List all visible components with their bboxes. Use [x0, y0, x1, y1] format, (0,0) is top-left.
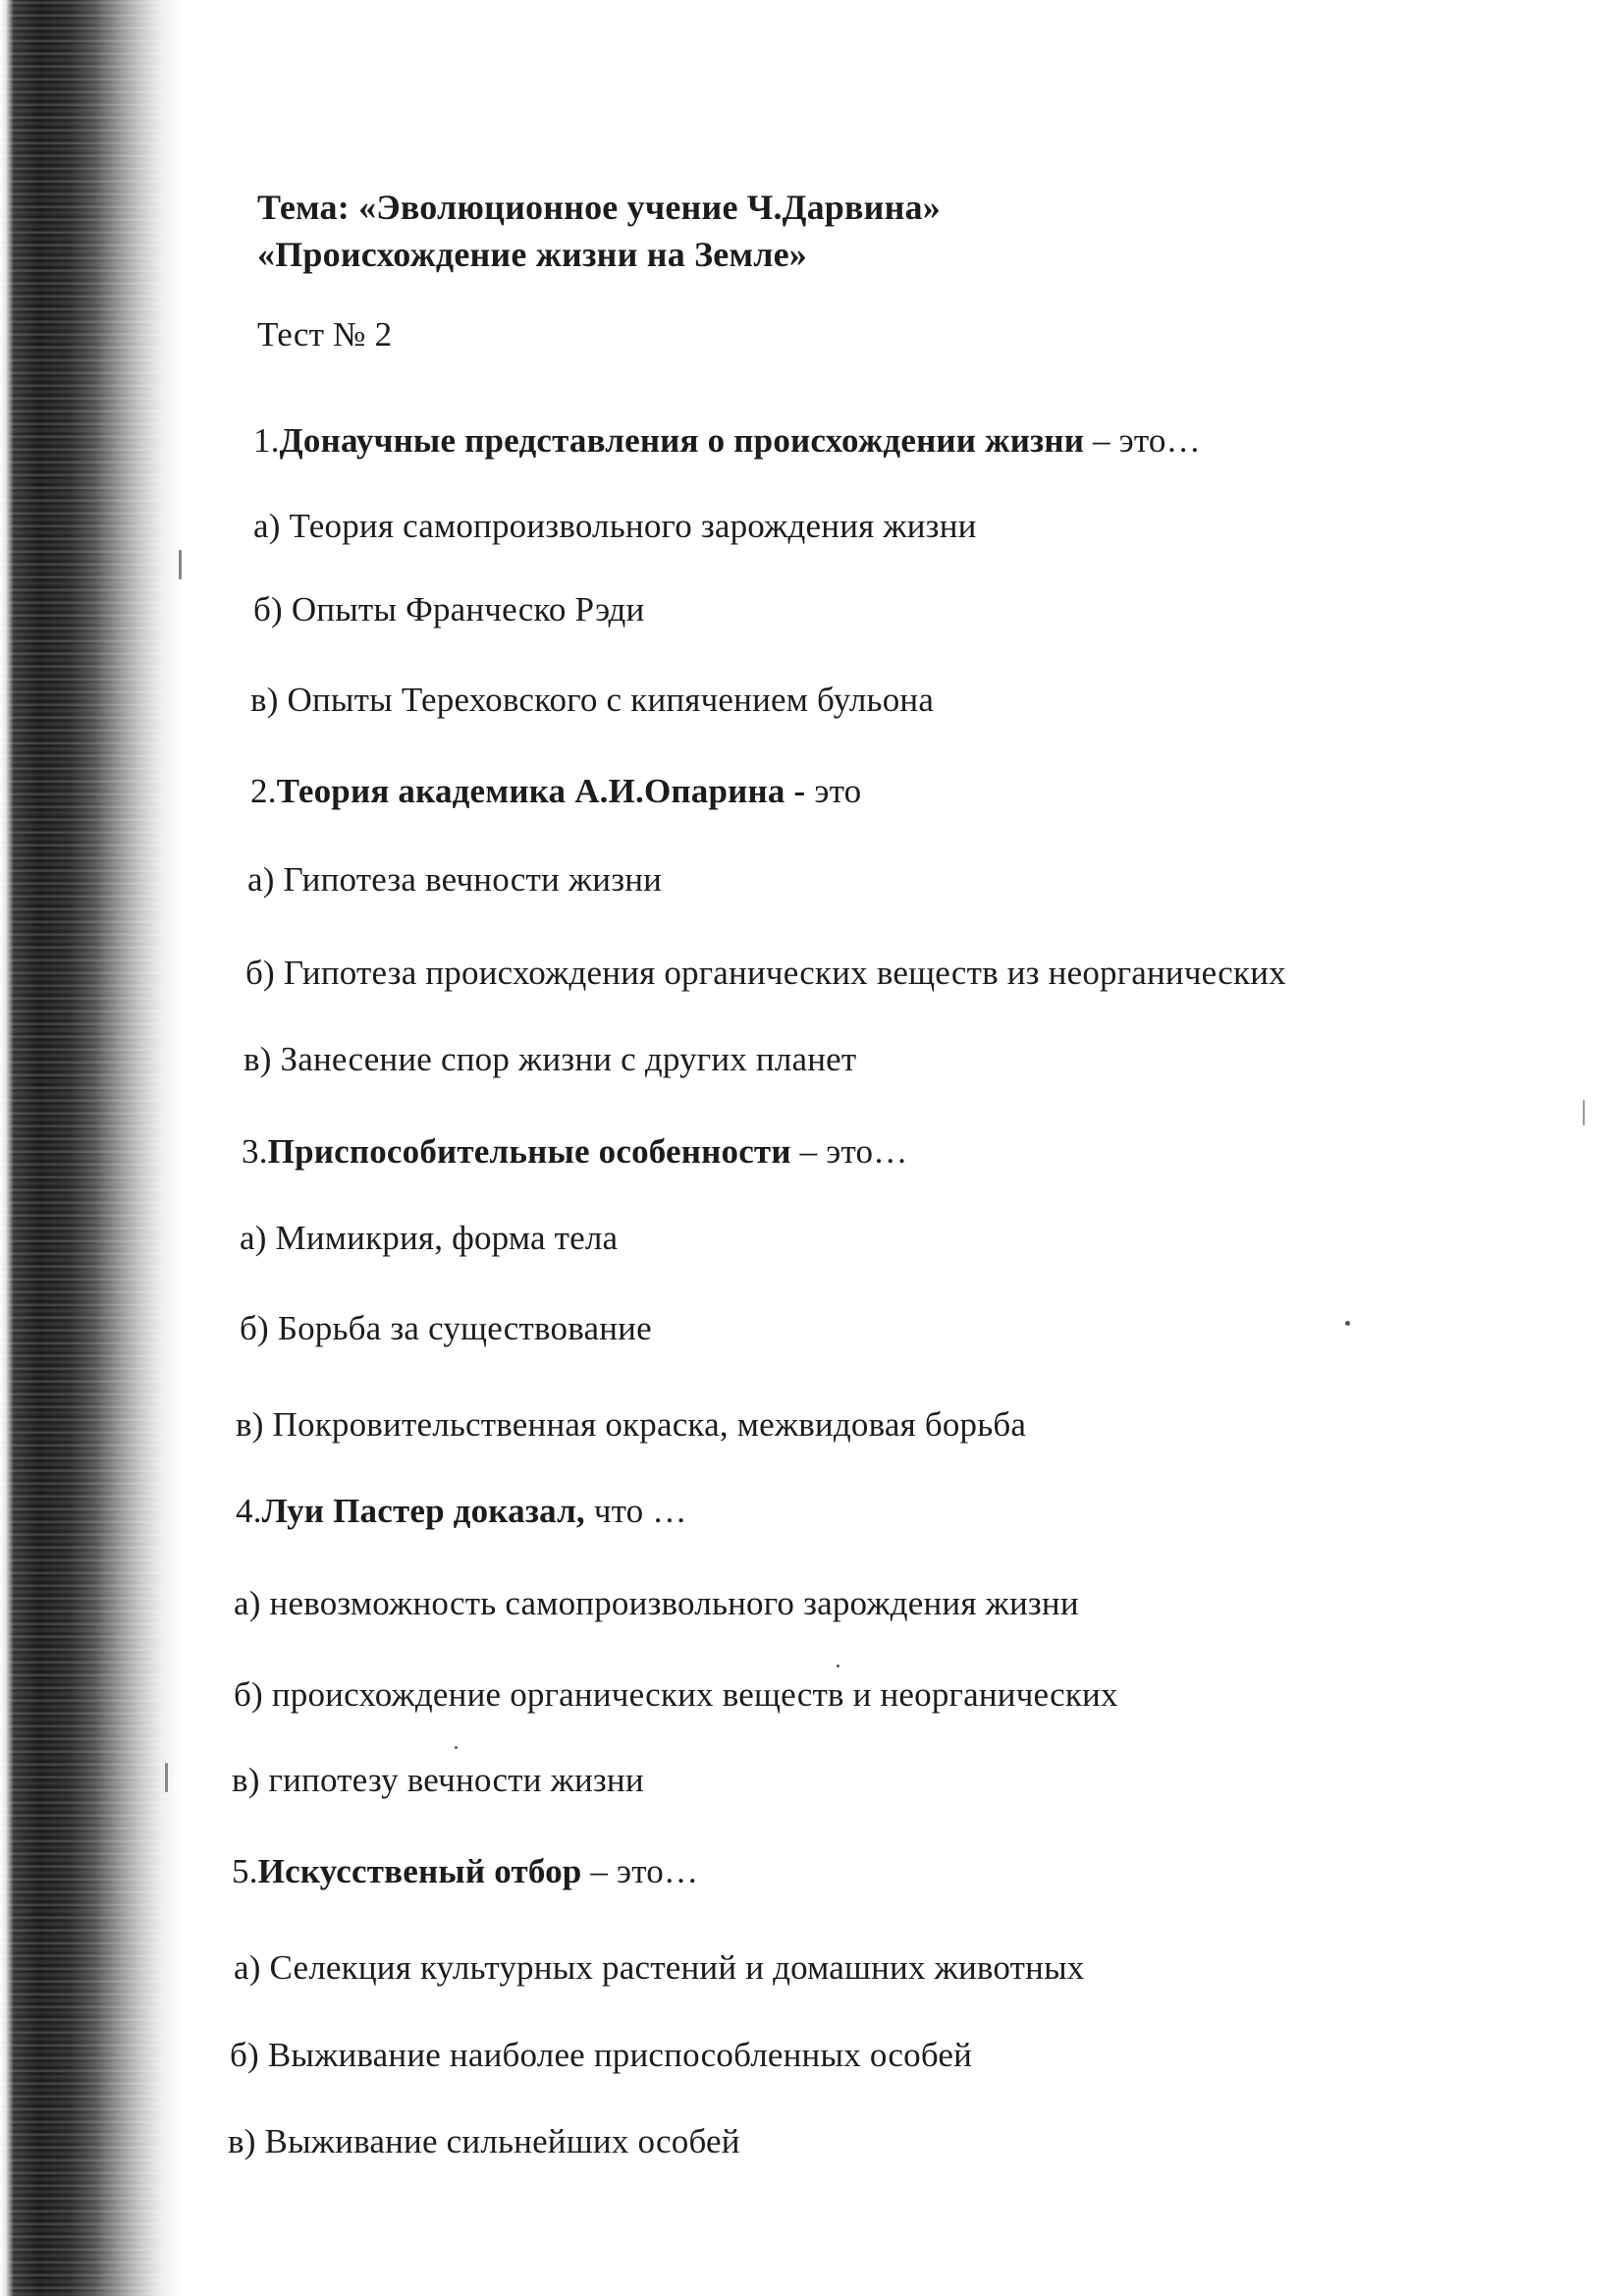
question-title: Донаучные представления о происхождении жизни — [279, 421, 1085, 460]
question-title: Теория академика А.И.Опарина - — [276, 772, 806, 810]
question-title: Луи Пастер доказал, — [261, 1492, 585, 1530]
question-2-option-a: а) Гипотеза вечности жизни — [247, 860, 663, 899]
question-5-option-a: а) Селекция культурных растений и домашних животных — [234, 1948, 1085, 1987]
question-number: 1. — [253, 421, 280, 460]
question-4-option-a: а) невозможность самопроизвольного зарождения жизни — [234, 1584, 1079, 1622]
question-2-option-c: в) Занесение спор жизни с других планет — [244, 1040, 857, 1078]
scan-speck — [165, 1763, 168, 1792]
scan-speck — [1345, 1321, 1350, 1326]
question-5-option-b: б) Выживание наиболее приспособленных особей — [230, 2036, 973, 2074]
question-suffix: – это… — [790, 1132, 908, 1171]
topic-line: Тема: «Эволюционное учение Ч.Дарвина» — [257, 188, 941, 227]
question-suffix: это — [805, 772, 862, 810]
question-2 — [250, 771, 861, 812]
question-title: Искусственый отбор — [257, 1852, 582, 1890]
question-number: 5. — [232, 1852, 258, 1890]
question-title: Приспособительные особенности — [267, 1132, 791, 1171]
question-3-option-a: а) Мимикрия, форма тела — [240, 1219, 619, 1257]
question-1-option-b: б) Опыты Франческо Рэди — [253, 590, 645, 629]
question-suffix: – это… — [1084, 421, 1201, 460]
scan-speck — [837, 1665, 839, 1667]
question-number: 2. — [250, 772, 277, 810]
question-suffix: что … — [584, 1492, 687, 1530]
question-suffix: – это… — [581, 1852, 699, 1890]
subtopic-line: «Происхождение жизни на Земле» — [257, 235, 807, 274]
scan-speck — [179, 550, 182, 579]
question-1-option-a: а) Теория самопроизвольного зарождения жизни — [253, 507, 977, 545]
question-4 — [236, 1491, 687, 1532]
question-3-option-c: в) Покровительственная окраска, межвидовая борьба — [236, 1405, 1027, 1444]
question-4-option-b: б) происхождение органических веществ и неорганических — [234, 1675, 1118, 1714]
question-4-option-c: в) гипотезу вечности жизни — [232, 1761, 644, 1799]
question-5-option-c: в) Выживание сильнейших особей — [228, 2122, 740, 2160]
question-5 — [232, 1851, 698, 1892]
question-1 — [253, 420, 1201, 462]
question-3-option-b: б) Борьба за существование — [240, 1309, 652, 1347]
question-3 — [242, 1131, 907, 1173]
test-label: Тест № 2 — [257, 315, 393, 354]
scan-speck — [455, 1746, 458, 1749]
question-number: 3. — [242, 1132, 268, 1171]
scan-speck — [1583, 1100, 1585, 1125]
question-1-option-c: в) Опыты Тереховского с кипячением бульона — [250, 681, 935, 719]
question-2-option-b: б) Гипотеза происхождения органических веществ из неорганических — [245, 954, 1286, 992]
question-number: 4. — [236, 1492, 262, 1530]
